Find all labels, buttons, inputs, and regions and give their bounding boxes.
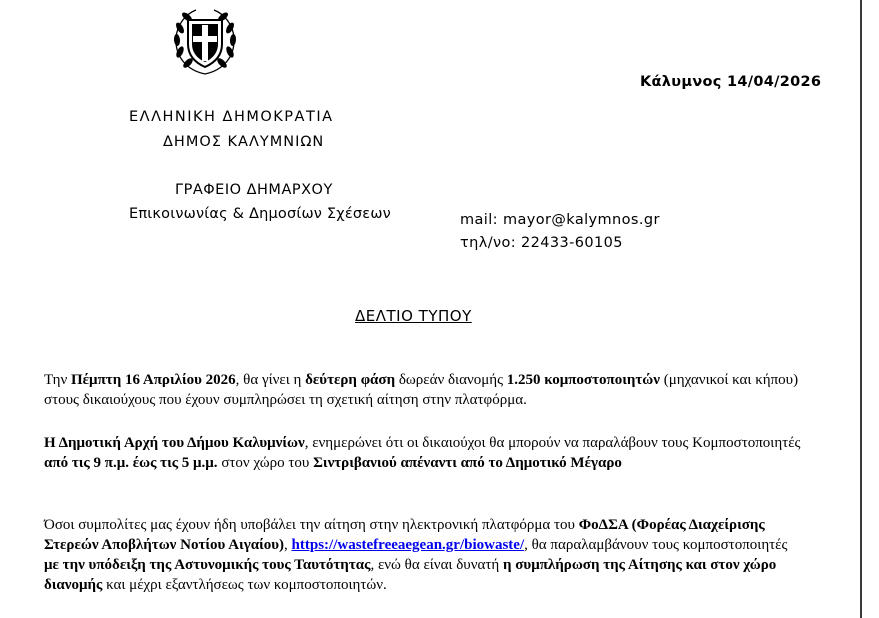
office-line2: Επικοινωνίας & Δημοσίων Σχέσεων xyxy=(129,206,391,222)
paragraph-2: Η Δημοτική Αρχή του Δήμου Καλυμνίων, ενημερώνει ότι οι δικαιούχοι θα μπορούν να παραλάβουν τους Κομποστοποιητές από τις 9 π.μ. έως τις 5 μ.μ. στον χώρο του Σιντριβανιού απέναντι από το Δημοτικό Μέγαρο xyxy=(44,435,801,471)
document-date: Κάλυμνος 14/04/2026 xyxy=(640,74,822,90)
page-edge xyxy=(860,0,862,618)
greek-coat-of-arms-emblem xyxy=(172,6,238,76)
org-line1: ΕΛΛΗΝΙΚΗ ΔΗΜΟΚΡΑΤΙΑ xyxy=(129,109,334,125)
biowaste-link[interactable]: https://wastefreeaegean.gr/biowaste/ xyxy=(291,537,525,553)
office-line1: ΓΡΑΦΕΙΟ ΔΗΜΑΡΧΟΥ xyxy=(175,182,333,198)
contact-phone: τηλ/νο: 22433-60105 xyxy=(460,235,623,251)
org-line2: ΔΗΜΟΣ ΚΑΛΥΜΝΙΩΝ xyxy=(163,134,325,150)
contact-mail[interactable]: mail: mayor@kalymnos.gr xyxy=(460,212,660,228)
paragraph-3: Όσοι συμπολίτες μας έχουν ήδη υποβάλει την αίτηση στην ηλεκτρονική πλατφόρμα του ΦοΔΣΑ (Φορέας Διαχείρισης Στερεών Αποβλήτων Νοτίου Αιγαίου), https://wastefreeaegean.gr/biowaste/, θα παραλαμβάνουν τους κομποστοποιητές με την υπόδειξη της Αστυνομικής τους Ταυτότητας, ενώ θα είναι δυνατή η συμπλήρωση της Αίτησης και στον χώρο διανομής και μέχρι εξαντλήσεως των κομποστοποιητών. xyxy=(44,517,788,593)
press-release-title: ΔΕΛΤΙΟ ΤΥΠΟΥ xyxy=(355,307,472,325)
paragraph-1: Την Πέμπτη 16 Απριλίου 2026, θα γίνει η δεύτερη φάση δωρεάν διανομής 1.250 κομποστοποιητών (μηχανικοί και κήπου) στους δικαιούχους που έχουν συμπληρώσει τη σχετική αίτηση στην πλατφόρμα. xyxy=(44,372,799,408)
